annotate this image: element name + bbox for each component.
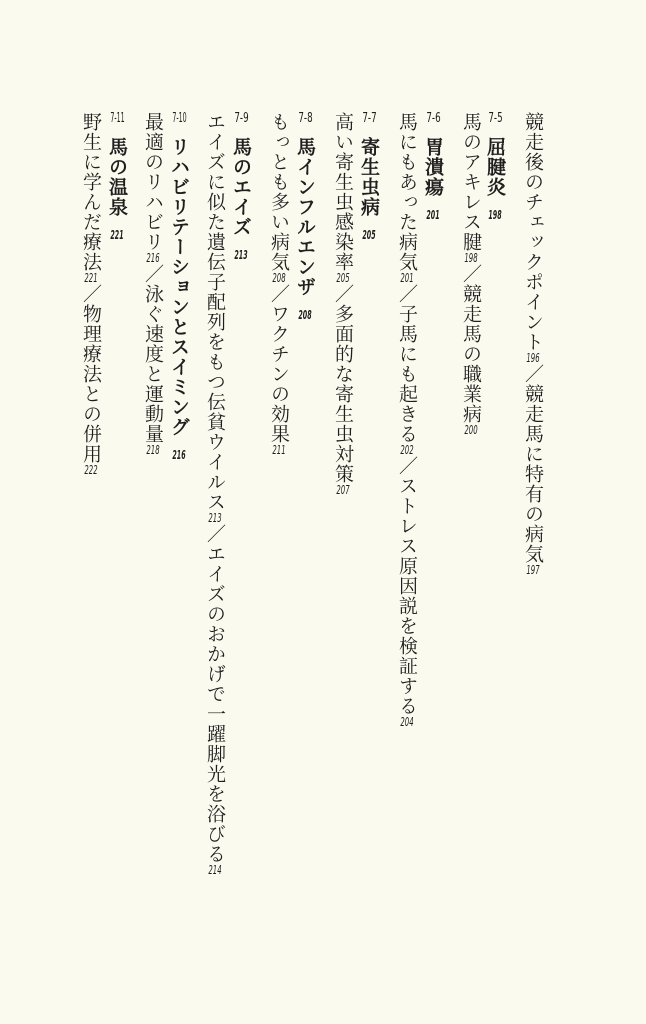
col-7-5	[482, 112, 508, 221]
page-number: 211	[272, 444, 286, 456]
entry-title: もっとも多い病気	[268, 112, 290, 272]
page-number: 205	[362, 229, 376, 241]
page-number: 196	[526, 352, 540, 364]
section-title: 馬の温泉	[106, 137, 128, 217]
col-7-11	[104, 112, 130, 241]
entry-title: 子馬にも起きる	[396, 304, 418, 444]
page-number: 221	[110, 229, 124, 241]
page-number: 204	[400, 716, 414, 728]
entry-title: 最適のリハビリ	[142, 112, 164, 252]
section-number: 7-5	[488, 112, 503, 125]
page-number: 197	[526, 564, 540, 576]
section-number: 7-6	[426, 112, 441, 125]
page-number: 205	[336, 272, 350, 284]
separator-slash: ／	[268, 284, 290, 304]
page-number: 201	[400, 272, 414, 284]
separator-slash: ／	[396, 284, 418, 304]
separator-slash: ／	[460, 264, 482, 284]
section-title: 馬のエイズ	[230, 137, 252, 237]
col-7-6	[420, 112, 446, 221]
separator-slash: ／	[332, 284, 354, 304]
page-number: 213	[208, 512, 222, 524]
page-number: 198	[488, 209, 502, 221]
entry-title: 高い寄生虫感染率	[332, 112, 354, 272]
entry-title: 馬にもあった病気	[396, 112, 418, 272]
col-horse-disease	[394, 112, 420, 728]
separator-slash: ／	[522, 364, 544, 384]
section-number: 7-8	[298, 112, 313, 125]
page-number: 208	[298, 309, 312, 321]
entry-title: 泳ぐ速度と運動量	[142, 284, 164, 444]
page-number: 198	[464, 252, 478, 264]
page-number: 207	[336, 484, 350, 496]
section-number: 7-10	[172, 112, 187, 125]
col-7-10	[166, 112, 192, 461]
entry-title: ストレス原因説を検証する	[396, 476, 418, 716]
page-number: 202	[400, 444, 414, 456]
section-title: 屈腱炎	[484, 137, 506, 197]
separator-slash: ／	[396, 456, 418, 476]
section-title: 馬インフルエンザ	[294, 137, 316, 297]
entry-title: 競走馬の職業病	[460, 284, 482, 424]
col-rehab	[140, 112, 166, 456]
entry-title: エイズのおかげで一躍脚光を浴びる	[204, 544, 226, 864]
entry-title: エイズに似た遺伝子配列をもつ伝貧ウイルス	[204, 112, 226, 512]
col-aids	[202, 112, 228, 876]
entry-title: 競走馬に特有の病気	[522, 384, 544, 564]
page-number: 213	[234, 249, 248, 261]
col-onsen	[78, 112, 104, 476]
entry-title: 野生に学んだ療法	[80, 112, 102, 272]
separator-slash: ／	[80, 284, 102, 304]
page-number: 221	[84, 272, 98, 284]
page-number: 218	[146, 444, 160, 456]
page-number: 222	[84, 464, 98, 476]
separator-slash: ／	[204, 524, 226, 544]
section-number: 7-9	[234, 112, 249, 125]
col-7-7	[356, 112, 382, 241]
entry-title: 多面的な寄生虫対策	[332, 304, 354, 484]
section-title: リハビリテーションとスイミング	[168, 137, 190, 437]
section-number: 7-11	[110, 112, 125, 125]
page-number: 214	[208, 864, 222, 876]
separator-slash: ／	[142, 264, 164, 284]
entry-title: 物理療法との併用	[80, 304, 102, 464]
section-number: 7-7	[362, 112, 377, 125]
entry-title: 馬のアキレス腱	[460, 112, 482, 252]
section-title: 胃潰瘍	[422, 137, 444, 197]
entry-title: 競走後のチェックポイント	[522, 112, 544, 352]
section-title: 寄生虫病	[358, 137, 380, 217]
col-checkpoint	[520, 112, 546, 576]
page-number: 201	[426, 209, 440, 221]
page-number: 208	[272, 272, 286, 284]
col-influenza	[266, 112, 292, 456]
col-parasite	[330, 112, 356, 496]
page-number: 216	[146, 252, 160, 264]
col-achilles	[458, 112, 484, 436]
page-number: 200	[464, 424, 478, 436]
col-7-9	[228, 112, 254, 261]
page-number: 216	[172, 449, 186, 461]
entry-title: ワクチンの効果	[268, 304, 290, 444]
col-7-8	[292, 112, 318, 321]
